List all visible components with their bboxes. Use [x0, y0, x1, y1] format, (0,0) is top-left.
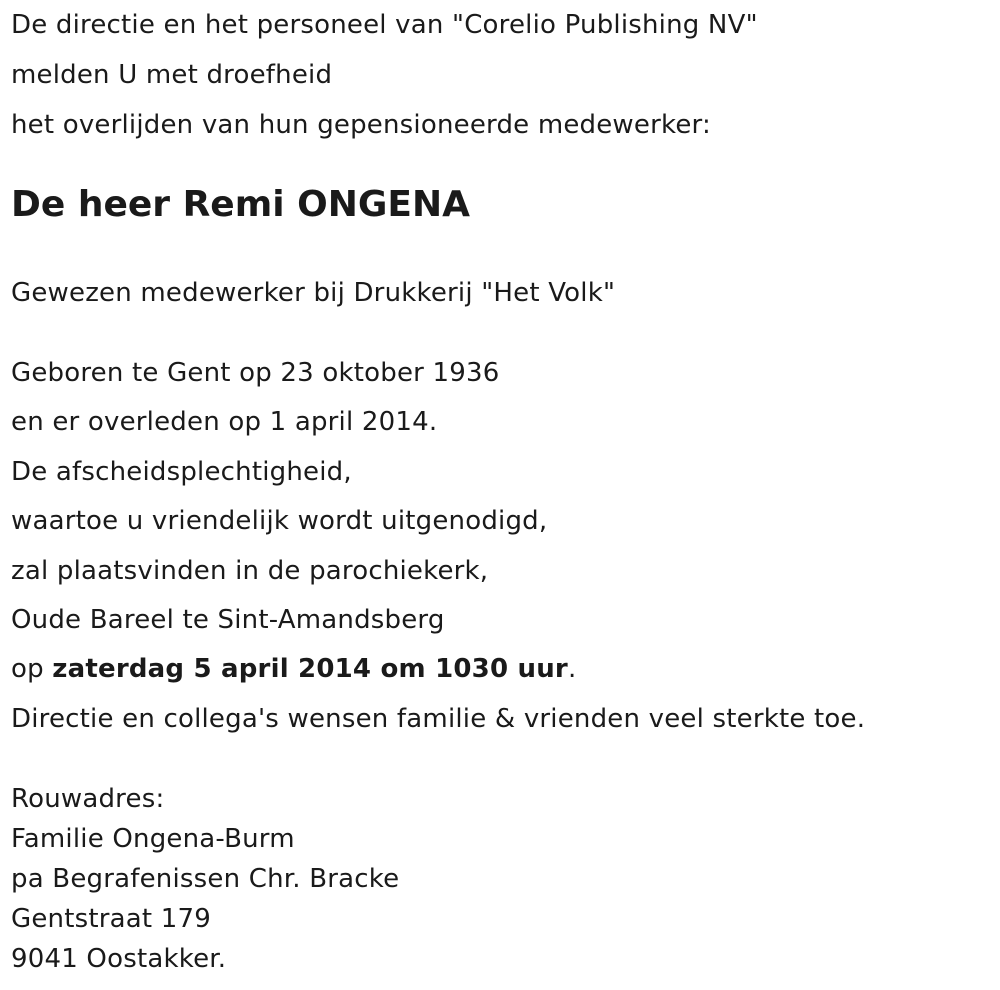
ceremony-prefix: op: [11, 654, 53, 684]
deceased-name: De heer Remi ONGENA: [11, 184, 470, 225]
role-line: Gewezen medewerker bij Drukkerij "Het Volk": [11, 278, 616, 308]
ceremony-suffix: .: [567, 654, 577, 684]
ceremony-date-time: zaterdag 5 april 2014 om 1030 uur: [52, 654, 568, 684]
address-line-2: pa Begrafenissen Chr. Bracke: [11, 864, 400, 894]
ceremony-location: Oude Bareel te Sint-Amandsberg: [11, 605, 445, 635]
address-line-1: Familie Ongena-Burm: [11, 824, 295, 854]
birth-line: Geboren te Gent op 23 oktober 1936: [11, 358, 500, 388]
address-line-3: Gentstraat 179: [11, 904, 211, 934]
ceremony-line-2: waartoe u vriendelijk wordt uitgenodigd,: [11, 506, 548, 536]
address-line-4: 9041 Oostakker.: [11, 944, 227, 974]
intro-line-2: melden U met droefheid: [11, 60, 333, 90]
closing-line: Directie en collega's wensen familie & vrienden veel sterkte toe.: [11, 704, 866, 734]
ceremony-date-line: [11, 652, 576, 686]
address-label: Rouwadres:: [11, 784, 165, 814]
death-line: en er overleden op 1 april 2014.: [11, 407, 438, 437]
ceremony-line-3: zal plaatsvinden in de parochiekerk,: [11, 556, 489, 586]
intro-line-1: De directie en het personeel van "Corelio Publishing NV": [11, 10, 758, 40]
intro-line-3: het overlijden van hun gepensioneerde medewerker:: [11, 110, 711, 140]
ceremony-line-1: De afscheidsplechtigheid,: [11, 457, 352, 487]
